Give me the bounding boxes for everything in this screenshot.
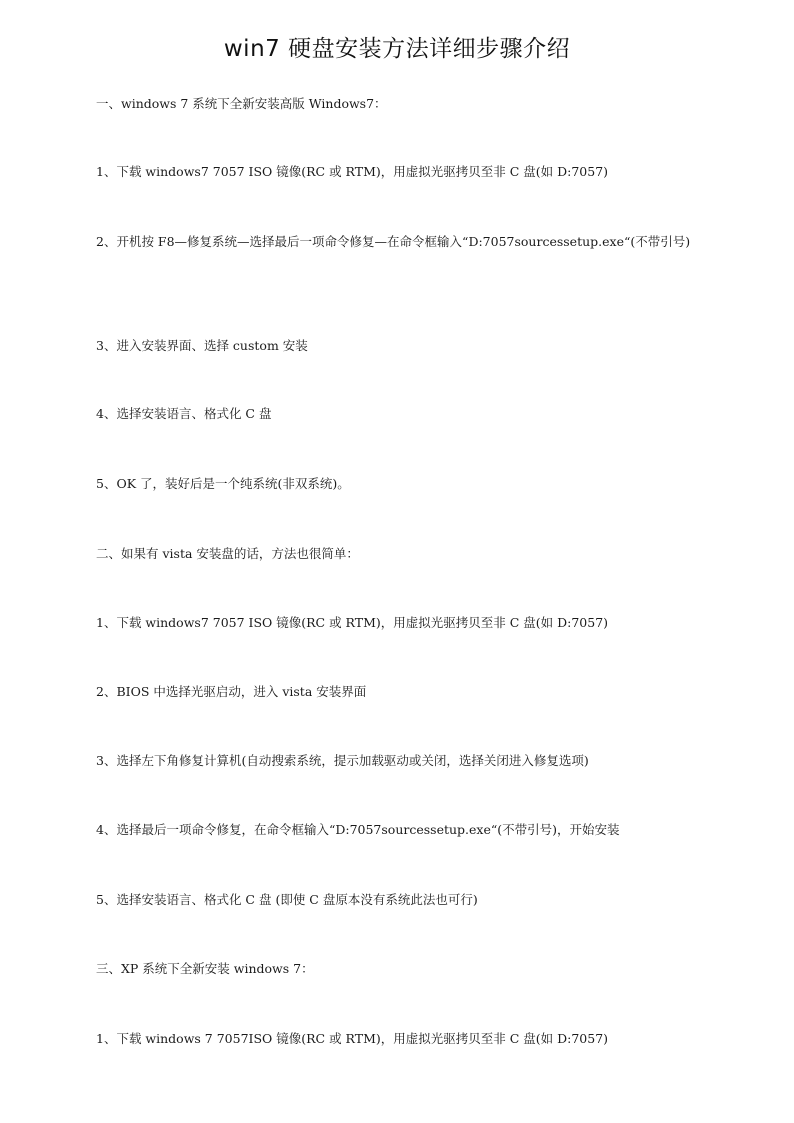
paragraph: 4、选择最后一项命令修复，在命令框输入“D:7057sourcessetup.exe“(不带引号)，开始安装 <box>96 822 620 837</box>
document-title: win7 硬盘安装方法详细步骤介绍 <box>223 36 571 62</box>
paragraph: 3、进入安装界面、选择 custom 安装 <box>96 338 308 353</box>
section-heading-3: 三、XP 系统下全新安装 windows 7： <box>96 961 314 976</box>
paragraph: 1、下载 windows7 7057 ISO 镜像(RC 或 RTM)，用虚拟光驱拷贝至非 C 盘(如 D:7057) <box>96 615 609 630</box>
section-heading-1: 一、windows 7 系统下全新安装高版 Windows7： <box>96 96 387 111</box>
paragraph: 2、开机按 F8—修复系统—选择最后一项命令修复—在命令框输入“D:7057sourcessetup.exe“(不带引号) <box>96 234 691 249</box>
paragraph: 2、BIOS 中选择光驱启动，进入 vista 安装界面 <box>96 684 367 699</box>
paragraph: 1、下载 windows7 7057 ISO 镜像(RC 或 RTM)，用虚拟光驱拷贝至非 C 盘(如 D:7057) <box>96 164 609 179</box>
section-heading-2: 二、如果有 vista 安装盘的话，方法也很简单： <box>96 546 359 561</box>
paragraph: 3、选择左下角修复计算机(自动搜索系统，提示加载驱动或关闭，选择关闭进入修复选项) <box>96 753 589 768</box>
paragraph: 1、下载 windows 7 7057ISO 镜像(RC 或 RTM)，用虚拟光驱拷贝至非 C 盘(如 D:7057) <box>96 1031 609 1046</box>
paragraph: 5、选择安装语言、格式化 C 盘 (即使 C 盘原本没有系统此法也可行) <box>96 892 478 907</box>
paragraph: 5、OK 了，装好后是一个纯系统(非双系统)。 <box>96 476 350 491</box>
paragraph: 4、选择安装语言、格式化 C 盘 <box>96 406 272 421</box>
